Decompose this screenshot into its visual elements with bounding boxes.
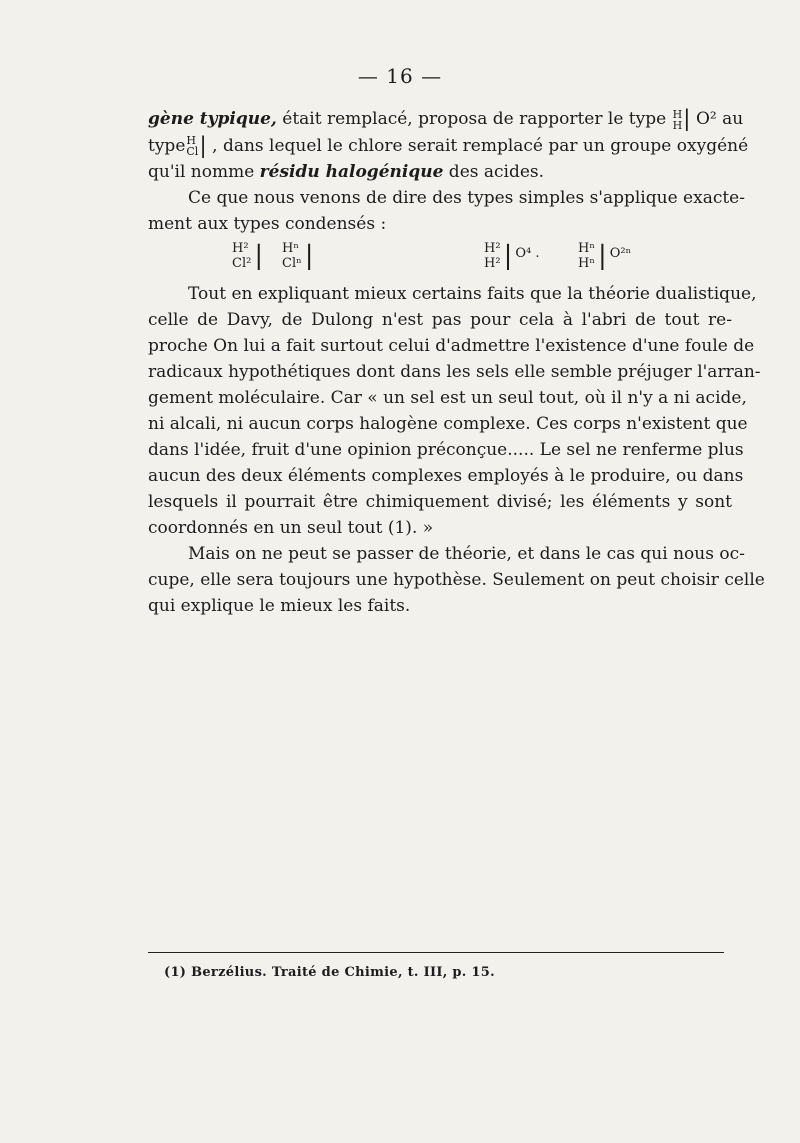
p3-line-4: radicaux hypothétiques dont dans les sels elle semble préjuger l'arran- [148,362,761,382]
page-number: — 16 — [357,64,443,88]
p3-line-10: coordonnés en un seul tout (1). » [148,518,434,538]
p1-line-3: qu'il nomme résidu halogénique des acides. [148,162,545,182]
formula-2: Hⁿ Clⁿ | [282,241,314,271]
type-formula-h-cl: H Cl [186,134,199,158]
formula-3: H² H² | O⁴ . [484,241,540,271]
footnote: (1) Berzélius. Traité de Chimie, t. III, p. 15. [164,965,495,980]
p4-line-1: Mais on ne peut se passer de théorie, et dans le cas qui nous oc- [188,544,745,564]
p3-line-2: celle de Davy, de Dulong n'est pas pour cela à l'abri de tout re- [148,310,732,330]
p4-line-2: cupe, elle sera toujours une hypothèse. Seulement on peut choisir celle [148,570,765,590]
formula-1: H² Cl² | [232,241,264,271]
p3-line-8: aucun des deux éléments complexes employés à le produire, ou dans [148,466,744,486]
p2-line-1: Ce que nous venons de dire des types simples s'applique exacte- [188,188,745,208]
type-formula-h-h: H H [672,107,683,132]
p3-line-1: Tout en expliquant mieux certains faits que la théorie dualistique, [188,284,757,304]
p3-line-5: gement moléculaire. Car « un sel est un seul tout, où il n'y a ni acide, [148,388,747,408]
p1-line-1: gène typique, était remplacé, proposa de rapporter le type H H | O² au [148,106,744,132]
p2-line-2: ment aux types condensés : [148,214,387,234]
p3-line-9: lesquels il pourrait être chimiquement divisé; les éléments y sont [148,492,732,512]
p3-line-7: dans l'idée, fruit d'une opinion préconçue..... Le sel ne renferme plus [148,440,744,460]
p3-line-6: ni alcali, ni aucun corps halogène complexe. Ces corps n'existent que [148,414,748,434]
p4-line-3: qui explique le mieux les faits. [148,596,411,616]
p1-line-2: type H Cl | , dans lequel le chlore serait remplacé par un groupe oxygéné [148,133,749,158]
body-text [148,106,765,619]
condensed-type-formulas [148,237,732,281]
formula-4: Hⁿ Hⁿ | O²ⁿ [578,241,632,271]
footnote-divider [148,952,724,953]
p3-line-3: proche On lui a fait surtout celui d'admettre l'existence d'une foule de [148,336,755,356]
